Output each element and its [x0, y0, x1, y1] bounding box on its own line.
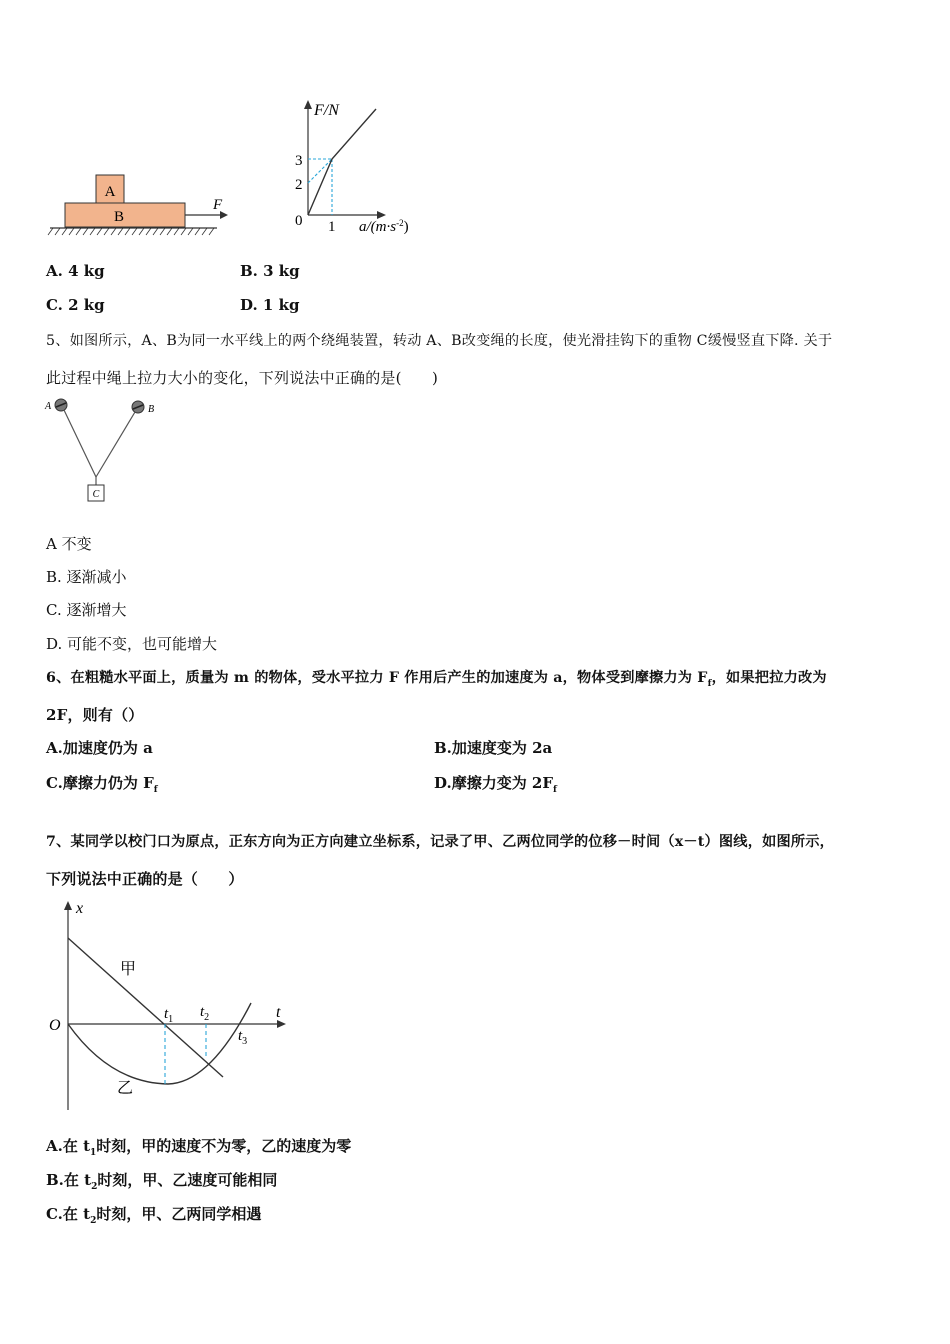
force-accel-graph — [290, 95, 440, 245]
y-tick-2: 2 — [295, 177, 303, 193]
y-axis-label: F/N — [314, 102, 339, 119]
q7-option-c: C.在 $t_2$时刻，甲、乙两同学相遇 — [46, 1205, 262, 1226]
q4-option-c: C. 2 kg — [46, 296, 105, 314]
rope-figure — [40, 393, 170, 513]
rope-left — [64, 410, 96, 477]
weight-c-label: C — [92, 489, 100, 500]
q5-option-d: D. 可能不变，也可能增大 — [46, 635, 218, 653]
x-label: x — [76, 900, 84, 917]
q7-stem-line2: 下列说法中正确的是（ ） — [46, 870, 244, 888]
blocks-figure — [45, 165, 235, 245]
dash-diag — [308, 159, 332, 183]
x-axis-vertical-arrow — [64, 901, 72, 910]
f-a-line — [308, 109, 376, 215]
label-jia: 甲 — [120, 961, 137, 978]
t-axis-arrow — [277, 1020, 286, 1028]
q5-option-c: C. 逐渐增大 — [46, 601, 127, 619]
label-yi: 乙 — [117, 1080, 134, 1097]
q4-option-d: D. 1 kg — [240, 296, 300, 314]
q5-option-a: A 不变 — [46, 535, 92, 553]
winder-b-label: B — [148, 404, 155, 415]
q4-option-b: B. 3 kg — [240, 262, 300, 280]
block-a-label: A — [104, 184, 116, 200]
q6-stem-line2: 2F，则有（） — [46, 706, 144, 724]
t-label: t — [276, 1004, 281, 1021]
q6-option-b: B.加速度变为 2a — [434, 739, 553, 757]
x-axis-label: $a/(m\cdot s^{-2})$ — [359, 218, 409, 235]
x-tick-1: 1 — [328, 219, 336, 235]
q4-option-a: A. 4 kg — [46, 262, 105, 280]
q7-stem-line1: 7、某同学以校门口为原点，正东方向为正方向建立坐标系，记录了甲、乙两位同学的位移－时间（x－t）图线，如图所示， — [46, 834, 835, 850]
origin-o: O — [49, 1017, 61, 1034]
block-b-label: B — [113, 209, 125, 225]
origin-label: 0 — [295, 213, 303, 229]
block-b — [65, 203, 185, 227]
force-label: F — [213, 197, 223, 213]
y-axis-arrow — [304, 100, 312, 109]
q5-option-b: B. 逐渐减小 — [46, 568, 127, 586]
q6-option-d: D.摩擦力变为 $2F_f$ — [434, 774, 557, 795]
q6-option-a: A.加速度仍为 a — [46, 739, 153, 757]
q6-option-c: C.摩擦力仍为 $F_f$ — [46, 774, 158, 795]
q6-stem-line1: 6、在粗糙水平面上，质量为 m 的物体，受水平拉力 F 作用后产生的加速度为 a，物体受到摩擦力为 $F_f$，如果把拉力改为 — [46, 670, 827, 689]
y-tick-3: 3 — [295, 153, 303, 169]
q5-stem-line1: 5、如图所示，A、B为同一水平线上的两个绕绳装置，转动 A、B改变绳的长度，使光滑挂钩下的重物 C缓慢竖直下降. 关于 — [46, 333, 833, 349]
label-t3: $t_3$ — [238, 1028, 248, 1047]
x-axis-arrow — [377, 211, 386, 219]
label-t1: $t_1$ — [164, 1006, 174, 1025]
ground-hatch — [48, 228, 214, 235]
q7-option-a: A.在 $t_1$时刻，甲的速度不为零，乙的速度为零 — [46, 1137, 352, 1158]
x-t-graph — [40, 895, 300, 1115]
q5-stem-line2: 此过程中绳上拉力大小的变化，下列说法中正确的是( ) — [46, 369, 439, 387]
label-t2: $t_2$ — [200, 1004, 210, 1023]
q7-option-b: B.在 $t_2$时刻，甲、乙速度可能相同 — [46, 1171, 278, 1192]
rope-right — [96, 412, 135, 477]
winder-a-label: A — [45, 401, 52, 412]
curve-yi — [68, 1003, 251, 1084]
